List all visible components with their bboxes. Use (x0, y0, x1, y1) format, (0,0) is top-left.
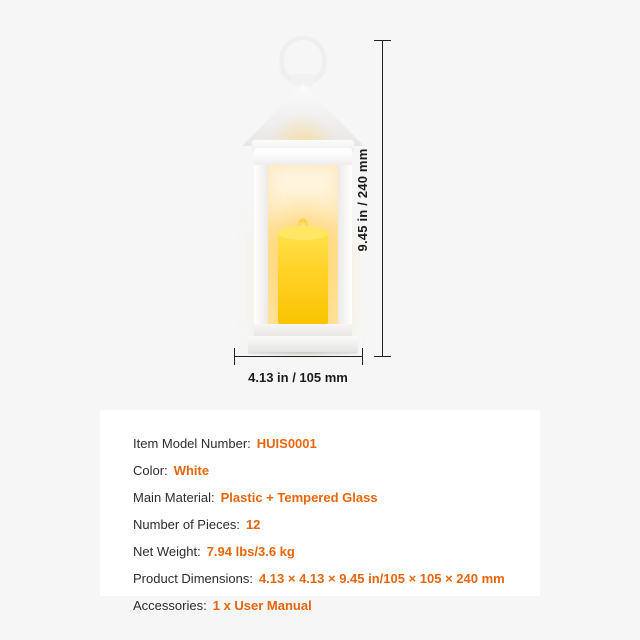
width-dimension-cap-right (362, 348, 363, 365)
spec-label: Number of Pieces: (133, 517, 240, 532)
width-dimension-cap-left (234, 348, 235, 365)
spec-row (133, 598, 524, 614)
spec-value: White (173, 463, 210, 478)
height-dimension-cap-top (374, 40, 391, 41)
width-dimension-label: 4.13 in / 105 mm (248, 370, 348, 385)
spec-row (133, 463, 524, 479)
spec-label: Net Weight: (133, 544, 201, 559)
spec-row (133, 436, 524, 452)
spec-value: 4.13 × 4.13 × 9.45 in/105 × 105 × 240 mm (258, 571, 505, 586)
candle-top (278, 226, 328, 240)
spec-label: Product Dimensions: (133, 571, 253, 586)
spec-label: Item Model Number: (133, 436, 251, 451)
spec-value: 1 x User Manual (212, 598, 312, 613)
spec-row (133, 517, 524, 533)
candle-body (278, 232, 328, 324)
spec-row (133, 544, 524, 560)
spec-row (133, 490, 524, 506)
spec-card (100, 410, 540, 613)
spec-list (133, 436, 524, 625)
lantern-post-left (254, 152, 268, 338)
lantern-post-right (338, 152, 352, 338)
height-dimension-cap-bottom (374, 356, 391, 357)
lantern-rail-top (254, 152, 352, 165)
spec-value: Plastic + Tempered Glass (220, 490, 378, 505)
spec-row (133, 571, 524, 587)
width-dimension-line (234, 356, 362, 357)
height-dimension-line (382, 40, 383, 356)
spec-value: 12 (245, 517, 261, 532)
spec-value: HUIS0001 (256, 436, 317, 451)
lantern-base-shadow (246, 352, 360, 358)
spec-label: Accessories: (133, 598, 207, 613)
height-dimension-label: 9.45 in / 240 mm (355, 148, 370, 252)
spec-label: Color: (133, 463, 168, 478)
spec-value: 7.94 lbs/3.6 kg (206, 544, 295, 559)
spec-label: Main Material: (133, 490, 215, 505)
